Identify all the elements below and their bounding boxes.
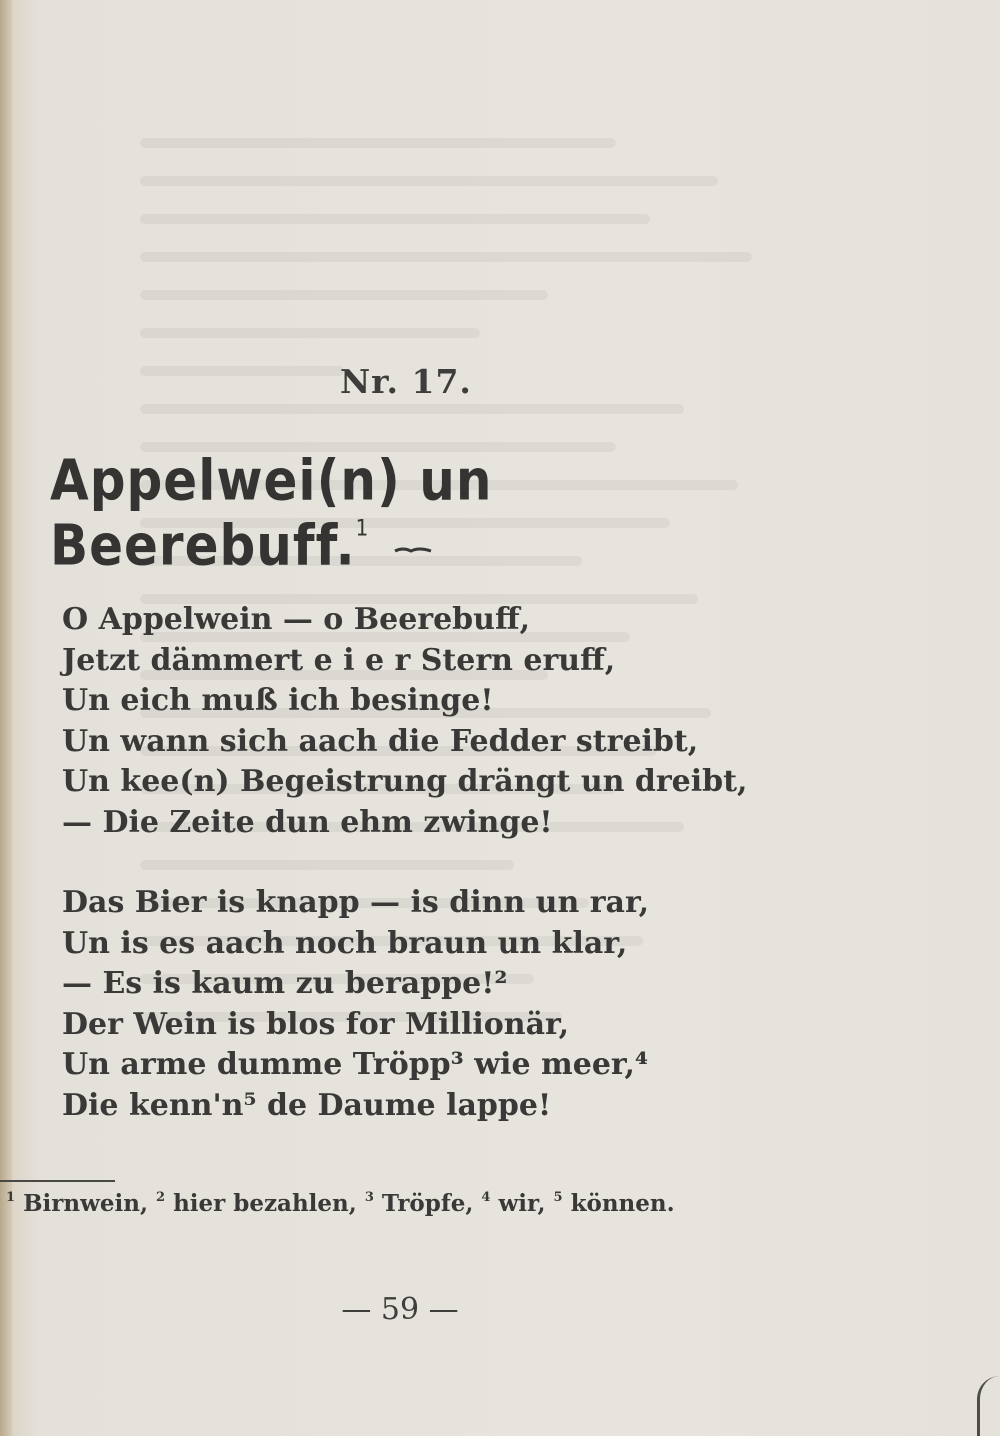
footnote-marker: 1: [6, 1190, 16, 1205]
stanza-1: [62, 600, 802, 843]
verse-line: Jetzt dämmert e i e r Stern eruff,: [62, 642, 616, 678]
footnotes: [6, 1190, 806, 1217]
footnote-text: Birnwein,: [23, 1190, 148, 1217]
stanza-2: [62, 883, 802, 1126]
poem-title-text: Appelwei(n) un Beerebuff.: [50, 448, 493, 578]
verse-line: Un is es aach noch braun un klar,: [62, 925, 628, 961]
poem-number: Nr. 17.: [340, 362, 472, 401]
footnote-text: hier bezahlen,: [173, 1190, 357, 1217]
footnote-rule: [0, 1180, 115, 1182]
verse-line: — Es is kaum zu berappe!²: [62, 966, 508, 1001]
verse-line: — Die Zeite dun ehm zwinge!: [62, 804, 553, 840]
poem-title: [50, 448, 790, 578]
verse-line: Der Wein is blos for Millionär,: [62, 1006, 570, 1042]
verse-line: Un kee(n) Begeistrung drängt un dreibt,: [62, 764, 748, 799]
footnote-text: können.: [570, 1190, 675, 1217]
verse-line: Das Bier is knapp — is dinn un rar,: [62, 885, 650, 920]
book-spine-edge: [0, 0, 12, 1436]
footnote-marker: 2: [156, 1190, 166, 1205]
footnote-marker: 3: [364, 1190, 374, 1205]
verse-line: Die kenn'n⁵ de Daume lappe!: [62, 1087, 552, 1123]
footnote-text: wir,: [498, 1190, 546, 1217]
footnote-marker: 4: [481, 1190, 491, 1205]
ornament-divider-icon: [393, 545, 433, 555]
title-footnote-marker: 1: [355, 514, 370, 541]
verse-line: Un arme dumme Tröpp³ wie meer,⁴: [62, 1047, 649, 1082]
verse-line: Un eich muß ich besinge!: [62, 683, 494, 718]
verse-line: O Appelwein — o Beerebuff,: [62, 602, 531, 637]
verse-line: Un wann sich aach die Fedder streibt,: [62, 723, 699, 759]
footnote-marker: 5: [553, 1190, 563, 1205]
page-corner-curl: [977, 1376, 1000, 1436]
footnote-text: Tröpfe,: [381, 1190, 474, 1217]
page-number: — 59 —: [341, 1292, 459, 1327]
